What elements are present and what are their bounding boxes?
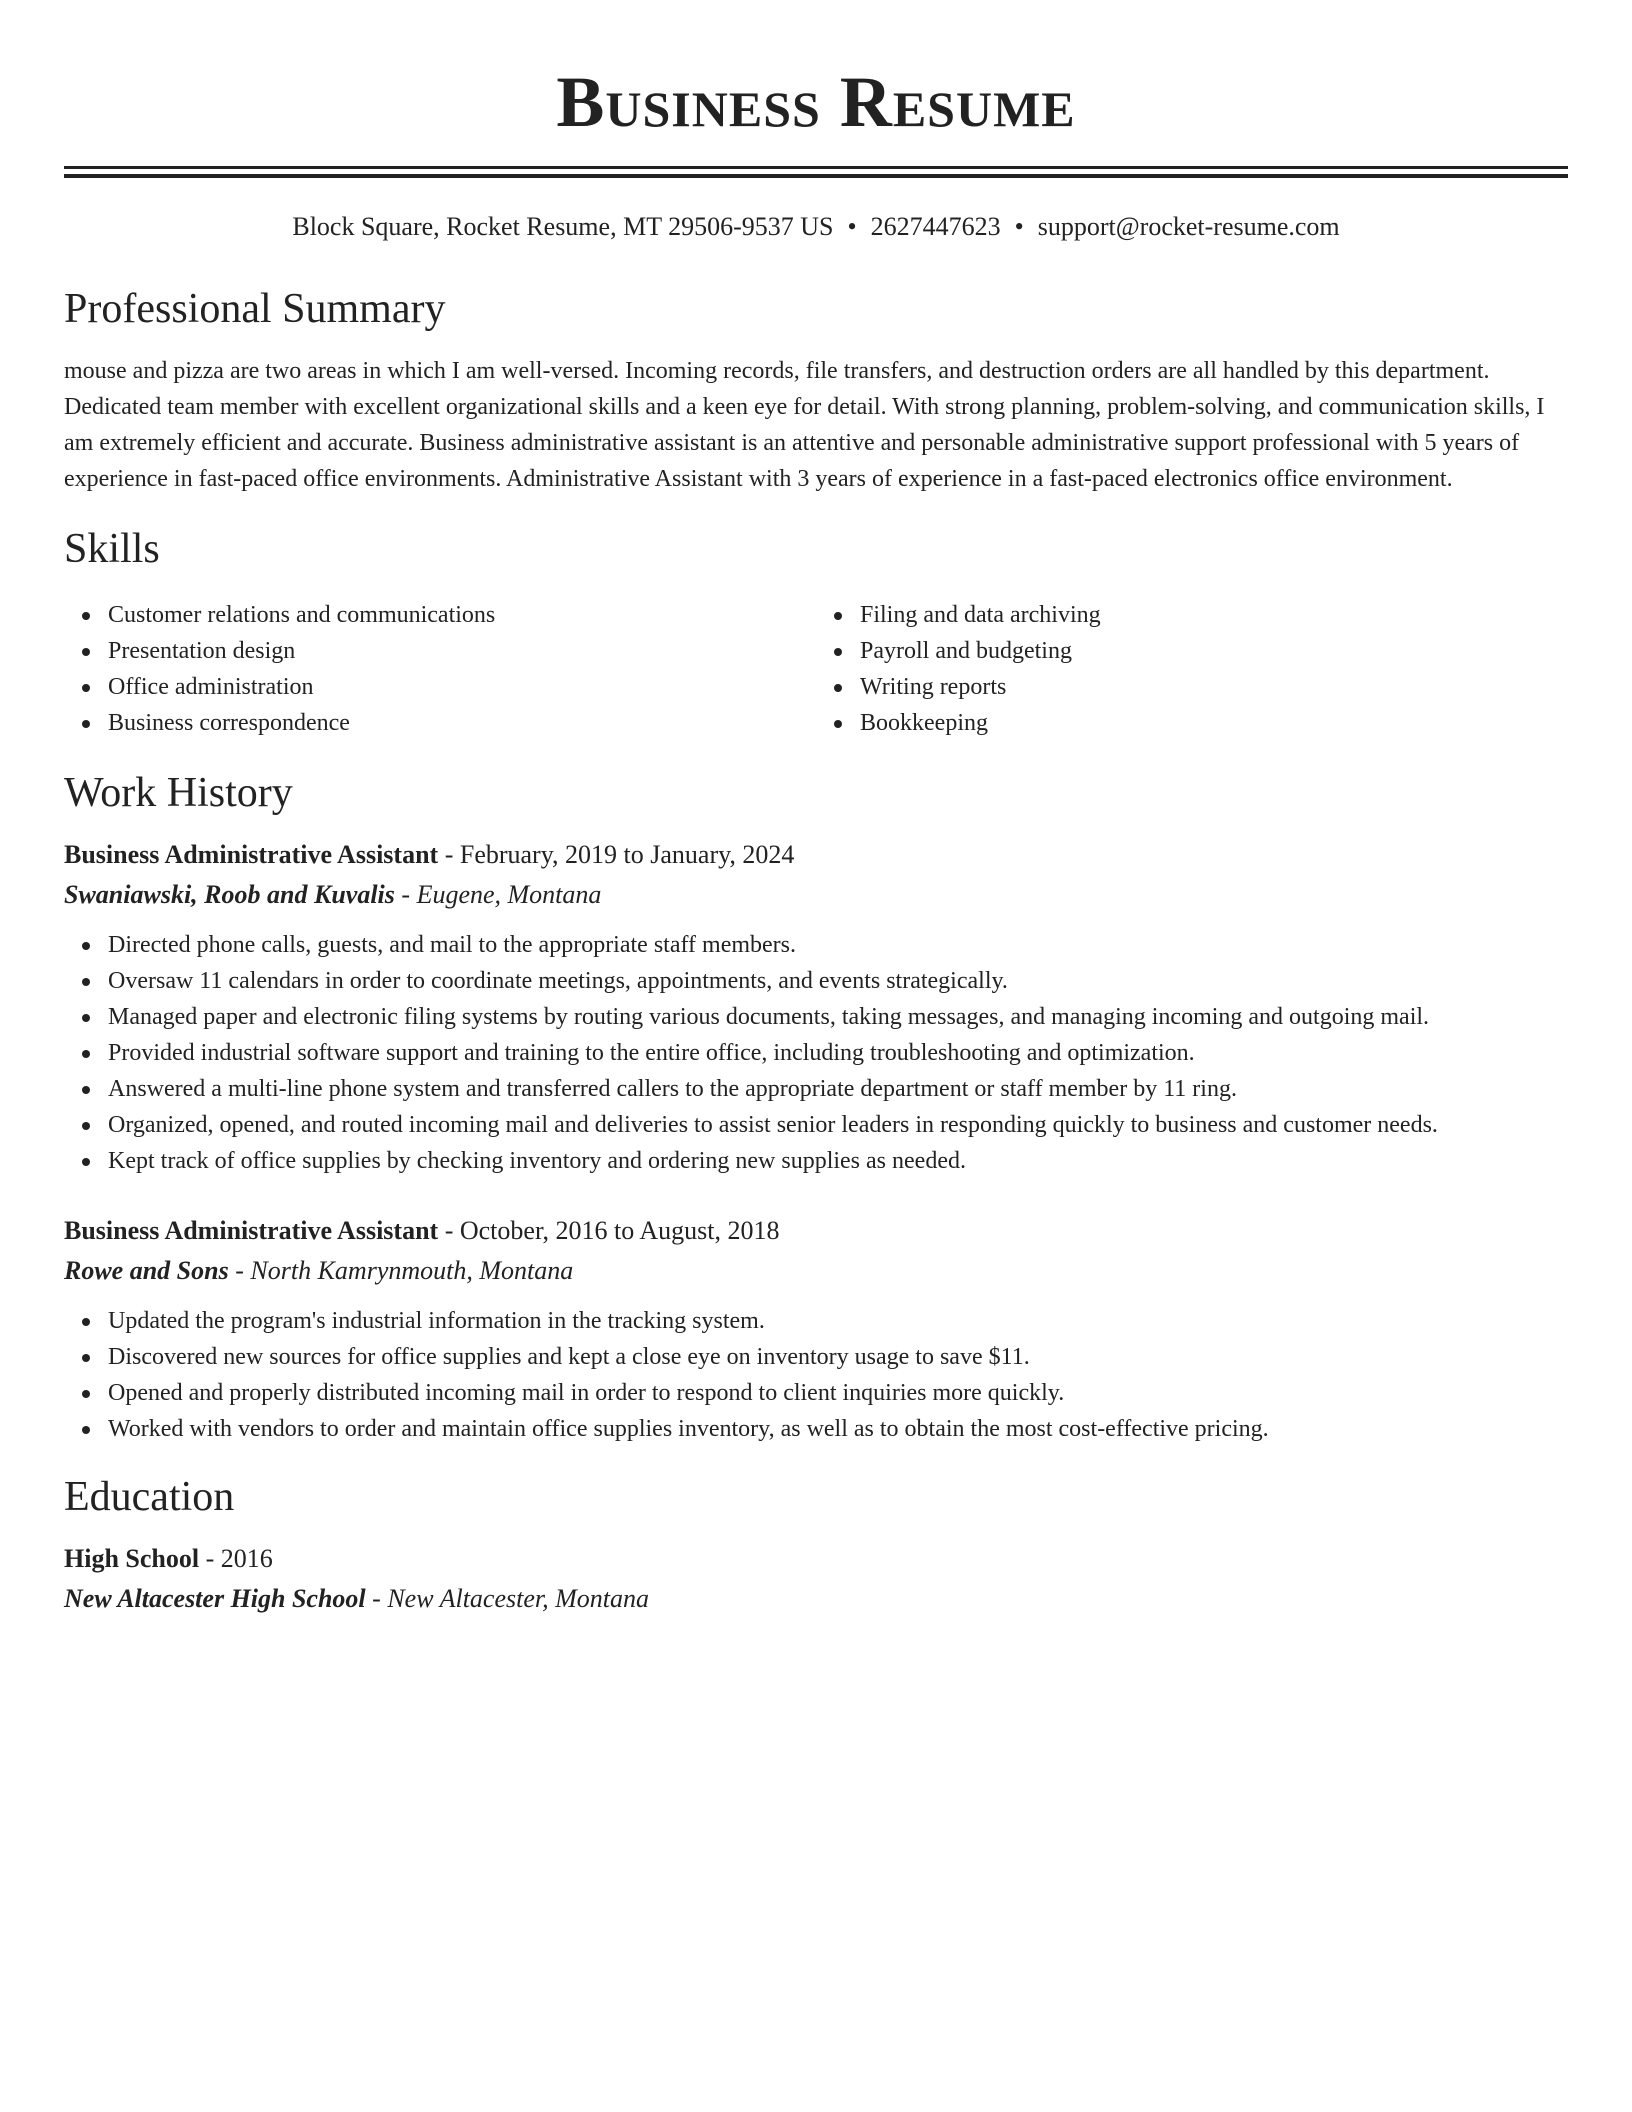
contact-phone: 2627447623 [870,212,1001,241]
bullet-icon [834,612,842,620]
bullet-icon [82,1390,90,1398]
skill-item: Customer relations and communications [64,597,816,633]
bullet-icon [82,978,90,986]
job-company-line: Rowe and Sons - North Kamrynmouth, Montana [64,1256,574,1285]
skill-item: Payroll and budgeting [816,633,1568,669]
skill-item: Business correspondence [64,705,816,741]
education-school-line: New Altacester High School - New Altacester, Montana [64,1584,649,1613]
duty-item: Discovered new sources for office supplies and kept a close eye on inventory usage to save $11. [64,1339,1568,1375]
section-heading-skills: Skills [64,526,160,572]
section-heading-education: Education [64,1474,235,1520]
job-title: Business Administrative Assistant [64,1216,439,1245]
contact-separator: • [1014,212,1024,241]
duty-item: Updated the program's industrial information in the tracking system. [64,1303,1568,1339]
skills-column-left [64,597,816,741]
bullet-icon [82,612,90,620]
education-entry [64,1541,1568,1617]
skill-item: Presentation design [64,633,816,669]
job-duties [64,1303,1568,1447]
job-entry [64,1213,1568,1447]
bullet-icon [82,648,90,656]
section-heading-summary: Professional Summary [64,286,446,332]
duty-item: Answered a multi-line phone system and transferred callers to the appropriate department or staff member by 11 ring. [64,1071,1568,1107]
job-duties [64,927,1568,1179]
duty-item: Oversaw 11 calendars in order to coordinate meetings, appointments, and events strategically. [64,963,1568,999]
bullet-icon [82,1014,90,1022]
section-heading-work-history: Work History [64,770,293,816]
bullet-icon [82,1122,90,1130]
duty-item: Kept track of office supplies by checking inventory and ordering new supplies as needed. [64,1143,1568,1179]
summary-text: mouse and pizza are two areas in which I am well-versed. Incoming records, file transfers, and destruction orders are all handled by this department. Dedicated team member with excellent organizational skills and a keen eye for detail. With strong planning, problem-solving, and communication skills, I am extremely efficient and accurate. Business administrative assistant is an attentive and personable administrative support professional with 5 years of experience in fast-paced office environments. Administrative Assistant with 3 years of experience in a fast-paced electronics office environment. [64,358,1545,492]
bullet-icon [834,720,842,728]
duty-item: Opened and properly distributed incoming mail in order to respond to client inquiries more quickly. [64,1375,1568,1411]
education-location: New Altacester, Montana [387,1584,649,1613]
contact-line [64,212,1568,242]
job-dates: February, 2019 to January, 2024 [459,840,795,869]
bullet-icon [834,648,842,656]
title-divider-bottom [64,174,1568,178]
bullet-icon [82,720,90,728]
bullet-icon [82,1158,90,1166]
education-school: New Altacester High School [64,1584,366,1613]
job-title-line: Business Administrative Assistant - October, 2016 to August, 2018 [64,1216,780,1245]
job-location: North Kamrynmouth, Montana [250,1256,574,1285]
resume-title: Business Resume [556,62,1076,142]
contact-email: support@rocket-resume.com [1037,212,1340,241]
job-title: Business Administrative Assistant [64,840,439,869]
duty-item: Organized, opened, and routed incoming mail and deliveries to assist senior leaders in responding quickly to business and customer needs. [64,1107,1568,1143]
job-location: Eugene, Montana [416,880,602,909]
job-entry [64,837,1568,1179]
education-degree: High School [64,1544,200,1573]
skills-column-right [816,597,1568,741]
duty-item: Managed paper and electronic filing systems by routing various documents, taking messages, and managing incoming and outgoing mail. [64,999,1568,1035]
job-company: Swaniawski, Roob and Kuvalis [64,880,395,909]
duty-item: Worked with vendors to order and maintain office supplies inventory, as well as to obtain the most cost-effective pricing. [64,1411,1568,1447]
job-dates: October, 2016 to August, 2018 [459,1216,780,1245]
skill-item: Bookkeeping [816,705,1568,741]
job-company: Rowe and Sons [64,1256,229,1285]
duty-item: Directed phone calls, guests, and mail to the appropriate staff members. [64,927,1568,963]
education-year: 2016 [220,1544,273,1573]
bullet-icon [82,1086,90,1094]
bullet-icon [82,1050,90,1058]
job-company-line: Swaniawski, Roob and Kuvalis - Eugene, Montana [64,880,602,909]
skill-item: Writing reports [816,669,1568,705]
bullet-icon [82,942,90,950]
bullet-icon [82,684,90,692]
bullet-icon [834,684,842,692]
bullet-icon [82,1318,90,1326]
title-divider-top [64,166,1568,169]
skills-list [64,597,1568,741]
job-title-line: Business Administrative Assistant - February, 2019 to January, 2024 [64,840,795,869]
bullet-icon [82,1426,90,1434]
contact-separator: • [847,212,857,241]
education-degree-line: High School - 2016 [64,1544,273,1573]
duty-item: Provided industrial software support and training to the entire office, including troubleshooting and optimization. [64,1035,1568,1071]
bullet-icon [82,1354,90,1362]
contact-address: Block Square, Rocket Resume, MT 29506-9537 US [292,212,834,241]
skill-item: Filing and data archiving [816,597,1568,633]
skill-item: Office administration [64,669,816,705]
